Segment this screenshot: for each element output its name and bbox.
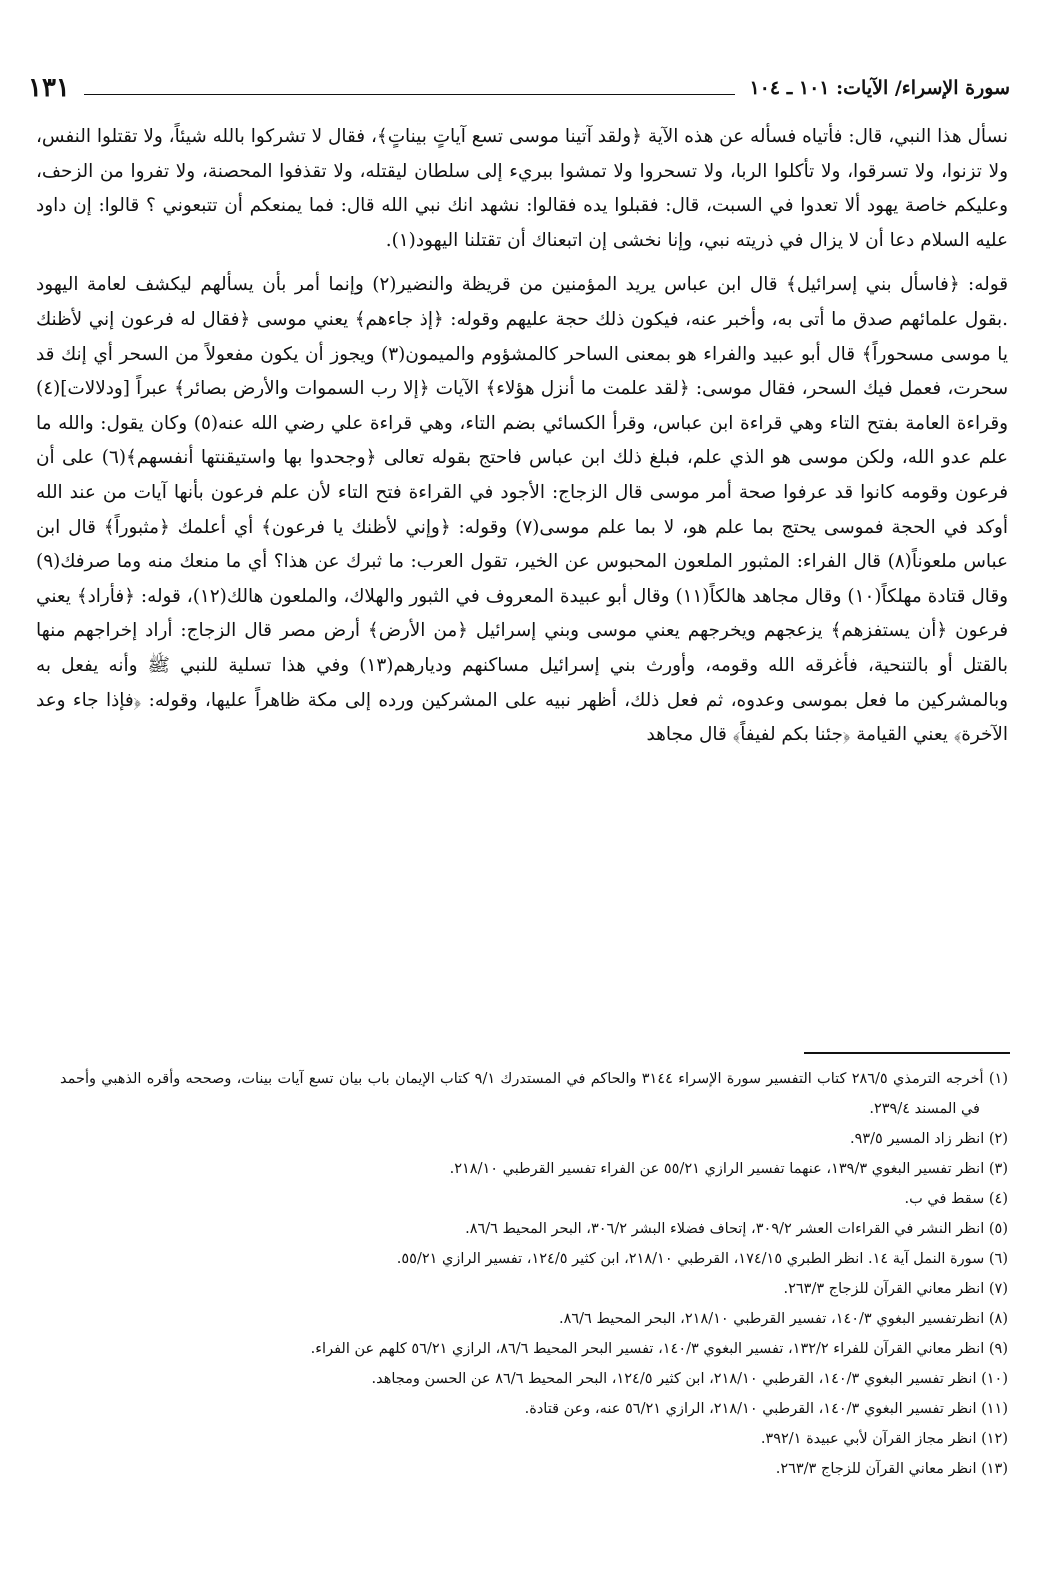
header-rule — [84, 94, 736, 95]
footnotes — [60, 1064, 1008, 1484]
running-title: سورة الإسراء/ الآيات: ١٠١ ـ ١٠٤ — [749, 77, 1010, 99]
footnote-8: (٨) انظرتفسير البغوي ١٤٠/٣، تفسير القرطبي ٢١٨/١٠، البحر المحيط ٨٦/٦. — [558, 1311, 1008, 1327]
page-number: ١٣١ — [28, 73, 70, 103]
footnote-separator — [804, 1052, 1010, 1054]
main-text — [36, 120, 1008, 753]
footnote-1: (١) أخرجه الترمذي ٢٨٦/٥ كتاب التفسير سورة الإسراء ٣١٤٤ والحاكم في المستدرك ٩/١ كتاب الإيمان باب بيان تسع آيات بينات، وصححه وأقره الذهبي وأحمد في المسند ٢٣٩/٤. — [60, 1071, 1008, 1117]
paragraph: نسأل هذا النبي، قال: فأتياه فسأله عن هذه الآية ﴿ولقد آتينا موسى تسع آياتٍ بيناتٍ﴾، فقال لا تشركوا بالله شيئاً، ولا تقتلوا النفس، ولا تزنوا، ولا تسرقوا، ولا تأكلوا الربا، ولا تسحروا ولا تمشوا ببريء إلى سلطان ليقتله، ولا تقذفوا المحصنة، ولا تفروا من الزحف، وعليكم خاصة يهود ألا تعدوا في السبت، قال: فقبلوا يده فقالوا: نشهد انك نبي الله قال: فما يمنعكم أن تتبعوني ؟ قالوا: إن داود عليه السلام دعا أن لا يزال في ذريته نبي، وإنا نخشى إن اتبعناك أن تقتلنا اليهود(١). — [36, 126, 1008, 251]
footnote-12: (١٢) انظر مجاز القرآن لأبي عبيدة ٣٩٢/١. — [760, 1431, 1008, 1447]
footnote-9: (٩) انظر معاني القرآن للفراء ١٣٢/٢، تفسير البغوي ١٤٠/٣، تفسير البحر المحيط ٨٦/٦، الرازي ٥٦/٢١ كلهم عن الفراء. — [310, 1341, 1008, 1357]
footnote-6: (٦) سورة النمل آية ١٤. انظر الطبري ١٧٤/١٥، القرطبي ٢١٨/١٠، ابن كثير ١٢٤/٥، تفسير الرازي ٥٥/٢١. — [396, 1251, 1008, 1267]
footnote-13: (١٣) انظر معاني القرآن للزجاج ٢٦٣/٣. — [775, 1461, 1008, 1477]
footnote-10: (١٠) انظر تفسير البغوي ١٤٠/٣، القرطبي ٢١٨/١٠، ابن كثير ١٢٤/٥، البحر المحيط ٨٦/٦ عن الحسن ومجاهد. — [371, 1371, 1008, 1387]
footnote-4: (٤) سقط في ب. — [904, 1191, 1008, 1207]
footnote-11: (١١) انظر تفسير البغوي ١٤٠/٣، القرطبي ٢١٨/١٠، الرازي ٥٦/٢١ عنه، وعن قتادة. — [524, 1401, 1008, 1417]
footnote-3: (٣) انظر تفسير البغوي ١٣٩/٣، عنهما تفسير الرازي ٥٥/٢١ عن الفراء تفسير القرطبي ٢١٨/١٠. — [449, 1161, 1008, 1177]
footnote-7: (٧) انظر معاني القرآن للزجاج ٢٦٣/٣. — [783, 1281, 1008, 1297]
page-header — [28, 68, 1010, 108]
footnote-5: (٥) انظر النشر في القراءات العشر ٣٠٩/٢، إتحاف فضلاء البشر ٣٠٦/٢، البحر المحيط ٨٦/٦. — [465, 1221, 1008, 1237]
paragraph: قوله: ﴿فاسأل بني إسرائيل﴾ قال ابن عباس يريد المؤمنين من قريظة والنضير(٢) وإنما أمر بأن يسألهم ليكشف لعامة اليهود .بقول علمائهم صدق ما أتى به، وأخبر عنه، فيكون ذلك حجة عليهم وقوله: ﴿إذ جاءهم﴾ يعني موسى ﴿فقال له فرعون إني لأظنك يا موسى مسحوراً﴾ قال أبو عبيد والفراء هو بمعنى الساحر كالمشؤوم والميمون(٣) ويجوز أن يكون مفعولاً من السحر أي إنك قد سحرت، فعمل فيك السحر، فقال موسى: ﴿لقد علمت ما أنزل هؤلاء﴾ الآيات ﴿إلا رب السموات والأرض بصائر﴾ عبراً [ودلالات](٤) وقراءة العامة بفتح التاء وهي قراءة ابن عباس، وقرأ الكسائي بضم التاء، وهي قراءة علي رضي الله عنه(٥) وكان يقول: والله ما علم عدو الله، ولكن موسى هو الذي علم، فبلغ ذلك ابن عباس فاحتج بقوله تعالى ﴿وجحدوا بها واستيقنتها أنفسهم﴾(٦) على أن فرعون وقومه كانوا قد عرفوا صحة أمر موسى قال الزجاج: الأجود في القراءة فتح التاء لأن علم فرعون بأنها آيات من عند الله أوكد في الحجة فموسى يحتج بما علم هو، لا بما علم موسى(٧) وقوله: ﴿وإني لأظنك يا فرعون﴾ أي أعلمك ﴿مثبوراً﴾ قال ابن عباس ملعوناً(٨) قال الفراء: المثبور الملعون المحبوس عن الخير، تقول العرب: ما ثبرك عن هذا؟ أي ما منعك منه وما صرفك(٩) وقال قتادة مهلكاً(١٠) وقال مجاهد هالكاً(١١) وقال أبو عبيدة المعروف في الثبور والهلاك، والملعون هالك(١٢)، قوله: ﴿فأراد﴾ يعني فرعون ﴿أن يستفزهم﴾ يزعجهم ويخرجهم يعني موسى وبني إسرائيل ﴿من الأرض﴾ أرض مصر قال الزجاج: أراد إخراجهم منها بالقتل أو بالتنحية، فأغرقه الله وقومه، وأورث بني إسرائيل مساكنهم وديارهم(١٣) وفي هذا تسلية للنبي ﷺ وأنه يفعل به وبالمشركين ما فعل بموسى وعدوه، ثم فعل ذلك، أظهر نبيه على المشركين ورده إلى مكة ظاهراً عليها، وقوله: ﴿فإذا جاء وعد الآخرة﴾ يعني القيامة ﴿جئنا بكم لفيفاً﴾ قال مجاهد — [36, 274, 1009, 746]
footnote-2: (٢) انظر زاد المسير ٩٣/٥. — [849, 1131, 1008, 1147]
